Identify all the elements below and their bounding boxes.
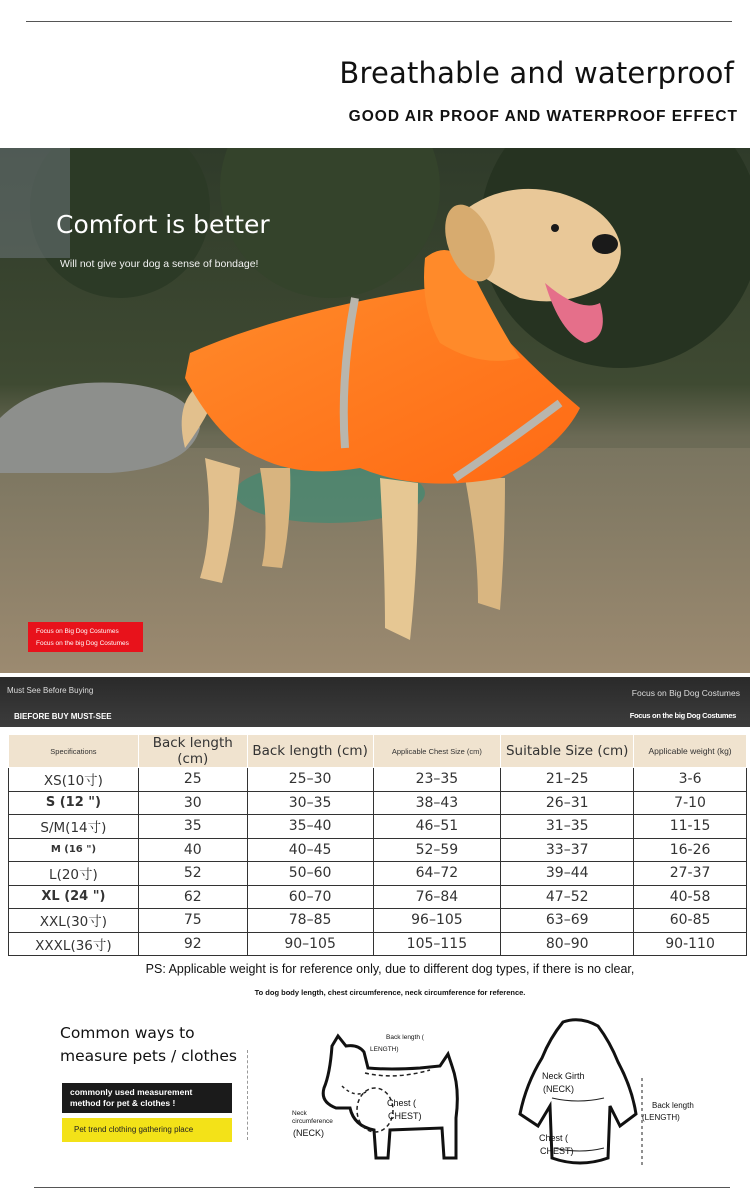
method-label (62, 1083, 232, 1113)
table-cell: 96–105 (373, 909, 501, 933)
product-photo (0, 148, 750, 673)
photo-caption-title: Comfort is better (56, 210, 270, 239)
brand-tag (28, 622, 143, 652)
dog-neck-label-3: (NECK) (293, 1128, 324, 1138)
band-right-bottom: Focus on the big Dog Costumes (629, 711, 736, 720)
table-cell: 3-6 (634, 768, 747, 792)
band-left-top: Must See Before Buying (7, 686, 94, 695)
table-cell: 23–35 (373, 768, 501, 792)
info-band (0, 677, 750, 727)
table-cell: 60–70 (247, 885, 373, 909)
page-title: Breathable and waterproof (339, 56, 734, 90)
table-row (9, 791, 747, 815)
column-header: Applicable weight (kg) (634, 735, 747, 768)
table-cell: 90-110 (634, 932, 747, 956)
table-cell: 35–40 (247, 815, 373, 839)
table-cell: 50–60 (247, 862, 373, 886)
table-cell: 30–35 (247, 791, 373, 815)
measure-title (60, 1022, 237, 1068)
table-cell: 63–69 (501, 909, 634, 933)
size-cell: M (16 ") (9, 838, 139, 862)
table-header-row (9, 735, 747, 768)
table-cell: 62 (138, 885, 247, 909)
table-cell: 76–84 (373, 885, 501, 909)
table-cell: 11-15 (634, 815, 747, 839)
measure-title-line1: Common ways to (60, 1024, 195, 1042)
size-cell: XL (24 ") (9, 885, 139, 909)
table-cell: 27-37 (634, 862, 747, 886)
photo-caption-sub: Will not give your dog a sense of bondage! (60, 258, 259, 270)
brand-tag-line1: Focus on Big Dog Costumes (36, 628, 119, 635)
table-cell: 38–43 (373, 791, 501, 815)
table-row (9, 838, 747, 862)
size-cell: XXL(30寸) (9, 909, 139, 933)
table-row (9, 885, 747, 909)
size-cell: S (12 ") (9, 791, 139, 815)
dog-back-label-1: Back length ( (386, 1034, 424, 1041)
table-cell: 46–51 (373, 815, 501, 839)
reference-note: PS: Applicable weight is for reference only, due to different dog types, if there is no clear, (145, 962, 635, 976)
table-cell: 40-58 (634, 885, 747, 909)
coat-chest-label-2: CHEST) (540, 1146, 574, 1156)
table-cell: 25 (138, 768, 247, 792)
table-row (9, 909, 747, 933)
table-cell: 78–85 (247, 909, 373, 933)
table-cell: 75 (138, 909, 247, 933)
reference-note-sub: To dog body length, chest circumference, neck circumference for reference. (254, 988, 526, 997)
band-right-top: Focus on Big Dog Costumes (631, 688, 740, 698)
column-header: Back length (cm) (247, 735, 373, 768)
table-cell: 47–52 (501, 885, 634, 909)
table-cell: 35 (138, 815, 247, 839)
dog-neck-label-2: circumference (292, 1118, 333, 1125)
table-cell: 33–37 (501, 838, 634, 862)
dog-chest-label-2: CHEST) (388, 1111, 422, 1121)
column-header: Specifications (9, 735, 139, 768)
size-cell: XS(10寸) (9, 768, 139, 792)
table-cell: 7-10 (634, 791, 747, 815)
dog-neck-label-1: Neck (292, 1110, 307, 1117)
table-cell: 64–72 (373, 862, 501, 886)
table-row (9, 815, 747, 839)
column-header: Suitable Size (cm) (501, 735, 634, 768)
table-cell: 21–25 (501, 768, 634, 792)
table-row (9, 932, 747, 956)
table-cell: 26–31 (501, 791, 634, 815)
band-left-bottom: BIEFORE BUY MUST-SEE (14, 712, 112, 721)
column-header: Back length (cm) (138, 735, 247, 768)
coat-chest-label-1: Chest ( (539, 1133, 569, 1143)
table-cell: 16-26 (634, 838, 747, 862)
bottom-divider (34, 1187, 730, 1188)
table-cell: 90–105 (247, 932, 373, 956)
table-cell: 52 (138, 862, 247, 886)
coat-back-label-2: (LENGTH) (642, 1113, 680, 1122)
table-cell: 40 (138, 838, 247, 862)
page-subtitle: GOOD AIR PROOF AND WATERPROOF EFFECT (348, 108, 738, 125)
size-cell: S/M(14寸) (9, 815, 139, 839)
table-cell: 105–115 (373, 932, 501, 956)
coat-neck-label-1: Neck Girth (542, 1071, 585, 1081)
brand-tag-line2: Focus on the big Dog Costumes (36, 640, 129, 647)
size-cell: L(20寸) (9, 862, 139, 886)
table-cell: 80–90 (501, 932, 634, 956)
table-cell: 92 (138, 932, 247, 956)
top-divider (26, 21, 732, 22)
coat-back-label-1: Back length (652, 1101, 694, 1110)
dog-back-label-2: LENGTH) (370, 1046, 399, 1053)
dog-chest-label-1: Chest ( (387, 1098, 417, 1108)
table-row (9, 862, 747, 886)
measure-title-line2: measure pets / clothes (60, 1047, 237, 1065)
size-table (8, 734, 747, 956)
table-cell: 30 (138, 791, 247, 815)
table-cell: 52–59 (373, 838, 501, 862)
coat-neck-label-2: (NECK) (543, 1084, 574, 1094)
dog-and-coat-outline (280, 1018, 720, 1178)
table-cell: 25–30 (247, 768, 373, 792)
slogan-label: Pet trend clothing gathering place (62, 1118, 232, 1142)
measurement-diagrams (280, 1018, 720, 1178)
table-cell: 39–44 (501, 862, 634, 886)
table-cell: 31–35 (501, 815, 634, 839)
size-cell: XXXL(36寸) (9, 932, 139, 956)
table-cell: 40–45 (247, 838, 373, 862)
dashed-divider (247, 1050, 248, 1140)
method-line1: commonly used measurement (70, 1087, 193, 1097)
column-header: Applicable Chest Size (cm) (373, 735, 501, 768)
method-line2: method for pet & clothes ! (70, 1098, 176, 1108)
table-cell: 60-85 (634, 909, 747, 933)
table-row (9, 768, 747, 792)
